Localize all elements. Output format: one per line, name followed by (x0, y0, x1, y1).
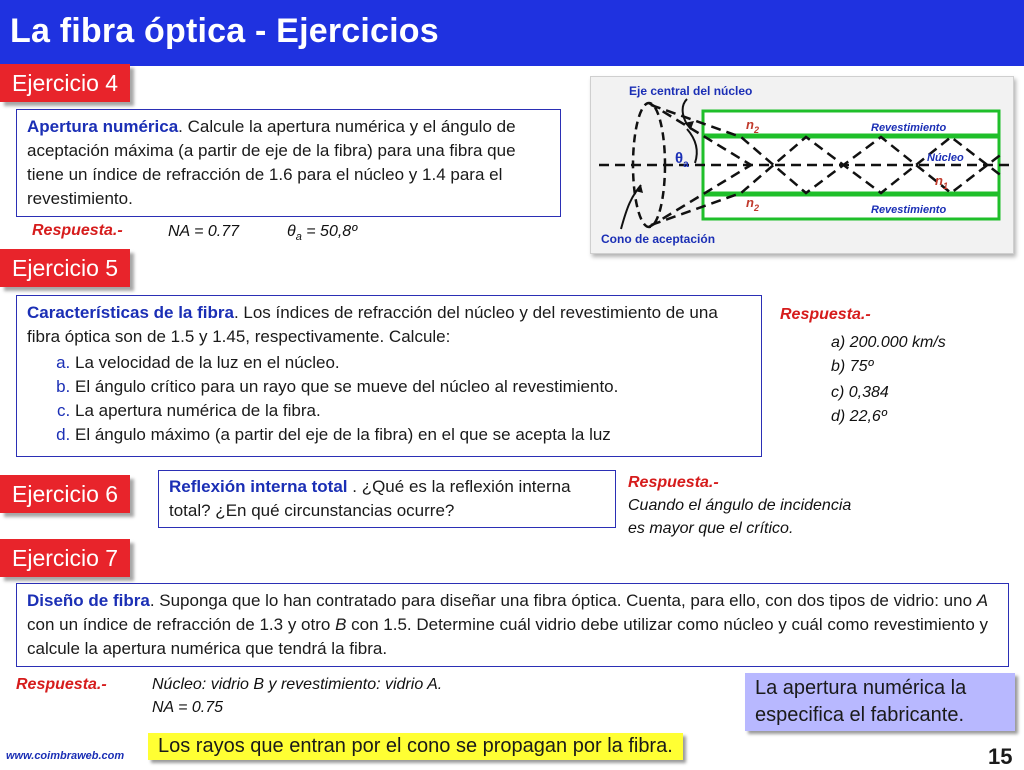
ejercicio-7-tag: Ejercicio 7 (0, 539, 130, 577)
page-number: 15 (988, 744, 1013, 769)
glass-b: B (335, 615, 347, 634)
ejercicio-5-list (27, 351, 751, 447)
label-revestimiento-bottom: Revestimiento (871, 204, 947, 216)
label-nucleo: Núcleo (927, 152, 964, 164)
ejercicio-7-answer-line-1: Núcleo: vidrio B y revestimiento: vidrio A. (152, 676, 443, 693)
n2-bottom-letter: n (746, 195, 754, 210)
label-theta (675, 150, 689, 170)
ejercicio-5-text: . Los índices de refracción del núcleo y del revestimiento de una fibra óptica son de 1.5 y 1.45, respectivamente. Calcule: (27, 303, 718, 346)
list-item: b. El ángulo crítico para un rayo que se mueve del núcleo al revestimiento. (75, 375, 751, 399)
n1-sub: 1 (942, 181, 948, 191)
angle-arc (687, 129, 697, 163)
note-apertura: La apertura numérica la especifica el fabricante. (745, 673, 1015, 731)
ejercicio-6-heading: Reflexión interna total (169, 477, 348, 496)
footer-url[interactable]: www.coimbraweb.com (6, 750, 125, 762)
ejercicio-4-text: . Calcule la apertura numérica y el ángulo de aceptación máxima (a partir de eje de la fibra) para una fibra que tiene un índice de refracción de 1.6 para el núcleo y 1.4 para el revestimiento. (27, 117, 516, 208)
fiber-diagram-svg (591, 77, 1013, 253)
ejercicio-6-tag: Ejercicio 6 (0, 475, 130, 513)
theta-symbol: θ (287, 223, 296, 240)
note-rayos: Los rayos que entran por el cono se propagan por la fibra. (148, 733, 683, 760)
page-title: La fibra óptica - Ejercicios (10, 12, 439, 50)
ejercicio-6-respuesta-label: Respuesta.- (628, 474, 719, 491)
theta-subscript: a (295, 231, 302, 244)
ejercicio-5-answer-d: d) 22,6º (831, 408, 887, 425)
n2-top-sub: 2 (753, 125, 759, 135)
ejercicio-6-answer-line-2: es mayor que el crítico. (628, 520, 794, 537)
ejercicio-6-answer-line-1: Cuando el ángulo de incidencia (628, 497, 852, 514)
ejercicio-5-tag: Ejercicio 5 (0, 249, 130, 287)
ejercicio-4-na: NA = 0.77 (168, 223, 240, 240)
ejercicio-7-box (16, 583, 1009, 667)
theta-letter: θ (675, 150, 684, 167)
list-item: d. El ángulo máximo (a partir del eje de la fibra) en el que se acepta la luz (75, 423, 751, 447)
list-item: c. La apertura numérica de la fibra. (75, 399, 751, 423)
ejercicio-5-answer-b: b) 75º (831, 358, 874, 375)
label-eje: Eje central del núcleo (629, 84, 753, 98)
glass-a: A (976, 591, 989, 610)
ejercicio-7-respuesta-label: Respuesta.- (16, 676, 107, 693)
ejercicio-6-text: . ¿Qué es la reflexión interna total? ¿En qué circunstancias ocurre? (169, 477, 571, 520)
fiber-diagram (590, 76, 1014, 254)
ejercicio-7-answer-line-2: NA = 0.75 (152, 699, 224, 716)
ejercicio-7-text-pre: . Suponga que lo han contratado para diseñar una fibra óptica. Cuenta, para ello, con dos tipos de vidrio: uno (149, 591, 977, 610)
ejercicio-4-respuesta-label: Respuesta.- (32, 222, 123, 239)
ejercicio-5-answer-c: c) 0,384 (831, 384, 889, 401)
ejercicio-5-heading: Características de la fibra (27, 303, 234, 322)
n2-bottom-sub: 2 (753, 203, 759, 213)
theta-sub: a (683, 159, 689, 170)
label-cono: Cono de aceptación (601, 232, 716, 246)
ejercicio-7-text-mid: con un índice de refracción de 1.3 y otro (27, 615, 336, 634)
label-revestimiento-top: Revestimiento (871, 122, 947, 134)
ejercicio-4-heading: Apertura numérica (27, 117, 179, 136)
ejercicio-4-theta (287, 223, 357, 243)
ejercicio-7-heading: Diseño de fibra (27, 591, 150, 610)
ejercicio-4-tag: Ejercicio 4 (0, 64, 130, 102)
theta-value: = 50,8º (301, 223, 358, 240)
n1-letter: n (935, 173, 943, 188)
ejercicio-7-text-post: con 1.5. Determine cuál vidrio debe utilizar como núcleo y cuál como revestimiento y calcule la apertura numérica que tendrá la fibra. (27, 615, 988, 658)
list-item: a. La velocidad de la luz en el núcleo. (75, 351, 751, 375)
ejercicio-5-respuesta-label: Respuesta.- (780, 306, 871, 323)
ejercicio-6-box (158, 470, 616, 528)
ejercicio-5-answer-a: a) 200.000 km/s (831, 334, 946, 351)
ejercicio-4-box (16, 109, 561, 217)
ejercicio-5-box (16, 295, 762, 457)
n2-top-letter: n (746, 117, 754, 132)
